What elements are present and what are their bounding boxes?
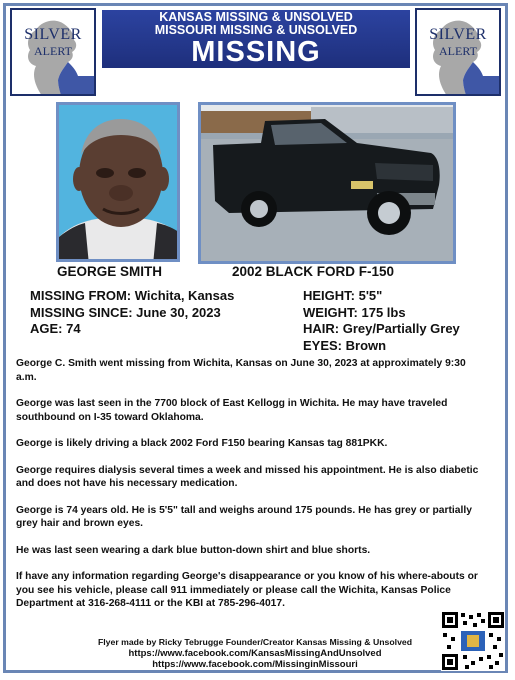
paragraph: George requires dialysis several times a week and missed his appointment. He is also diabetic and does not have his necessary medication.	[16, 464, 479, 489]
paragraph: George is likely driving a black 2002 Ford F150 bearing Kansas tag 881PKK.	[16, 438, 388, 449]
paragraph: George is 74 years old. He is 5'5" tall and weighs around 175 pounds. He has grey or partially grey hair and brown eyes.	[16, 504, 472, 529]
silver-alert-logo-left	[10, 8, 96, 96]
vehicle-caption: 2002 BLACK FORD F-150	[232, 264, 395, 279]
silver-alert-logo-right	[415, 8, 501, 96]
missing-person-photo	[56, 102, 180, 262]
banner-line-kansas: KANSAS MISSING & UNSOLVED	[159, 10, 353, 24]
age: AGE: 74	[30, 321, 81, 336]
header-banner	[102, 10, 410, 68]
silver-text: SILVER	[429, 26, 487, 43]
silver-text: SILVER	[24, 26, 82, 43]
facts-left	[30, 288, 234, 338]
banner-title-missing: MISSING	[191, 36, 321, 68]
vehicle-photo	[198, 102, 456, 264]
paragraph: If have any information regarding George's disappearance or you know of his where-abouts or you see his vehicle, please call 911 immediately or please call the Wichita, Kansas Police Department at 316-268-4111 or the KBI at 785-296-4017.	[16, 571, 478, 609]
footer-credits	[60, 637, 450, 670]
alert-text: ALERT	[34, 44, 72, 58]
paragraph: George was last seen in the 7700 block of East Kellogg in Wichita. He may have traveled southbound on I-35 toward Oklahoma.	[16, 398, 448, 423]
height: HEIGHT: 5'5"	[303, 288, 383, 303]
facts-right	[303, 288, 460, 354]
eyes: EYES: Brown	[303, 337, 387, 353]
footer-link-missouri[interactable]: https://www.facebook.com/MissinginMissouri	[152, 659, 358, 670]
weight: WEIGHT: 175 lbs	[303, 304, 406, 320]
paragraph: George C. Smith went missing from Wichita, Kansas on June 30, 2023 at approximately 9:30 a.m.	[16, 358, 466, 383]
hair: HAIR: Grey/Partially Grey	[303, 321, 460, 336]
footer-link-kansas[interactable]: https://www.facebook.com/KansasMissingAndUnsolved	[128, 648, 382, 659]
paragraph: He was last seen wearing a dark blue button-down shirt and blue shorts.	[16, 544, 371, 556]
description-body	[16, 357, 486, 624]
banner-line-missouri: MISSOURI MISSING & UNSOLVED	[154, 23, 358, 37]
alert-text: ALERT	[439, 44, 477, 58]
qr-code[interactable]	[441, 611, 505, 671]
missing-from: MISSING FROM: Wichita, Kansas	[30, 288, 235, 303]
person-name-caption: GEORGE SMITH	[57, 264, 163, 279]
footer-credit-line: Flyer made by Ricky Tebrugge Founder/Creator Kansas Missing & Unsolved	[97, 637, 413, 647]
missing-since: MISSING SINCE: June 30, 2023	[30, 304, 221, 320]
